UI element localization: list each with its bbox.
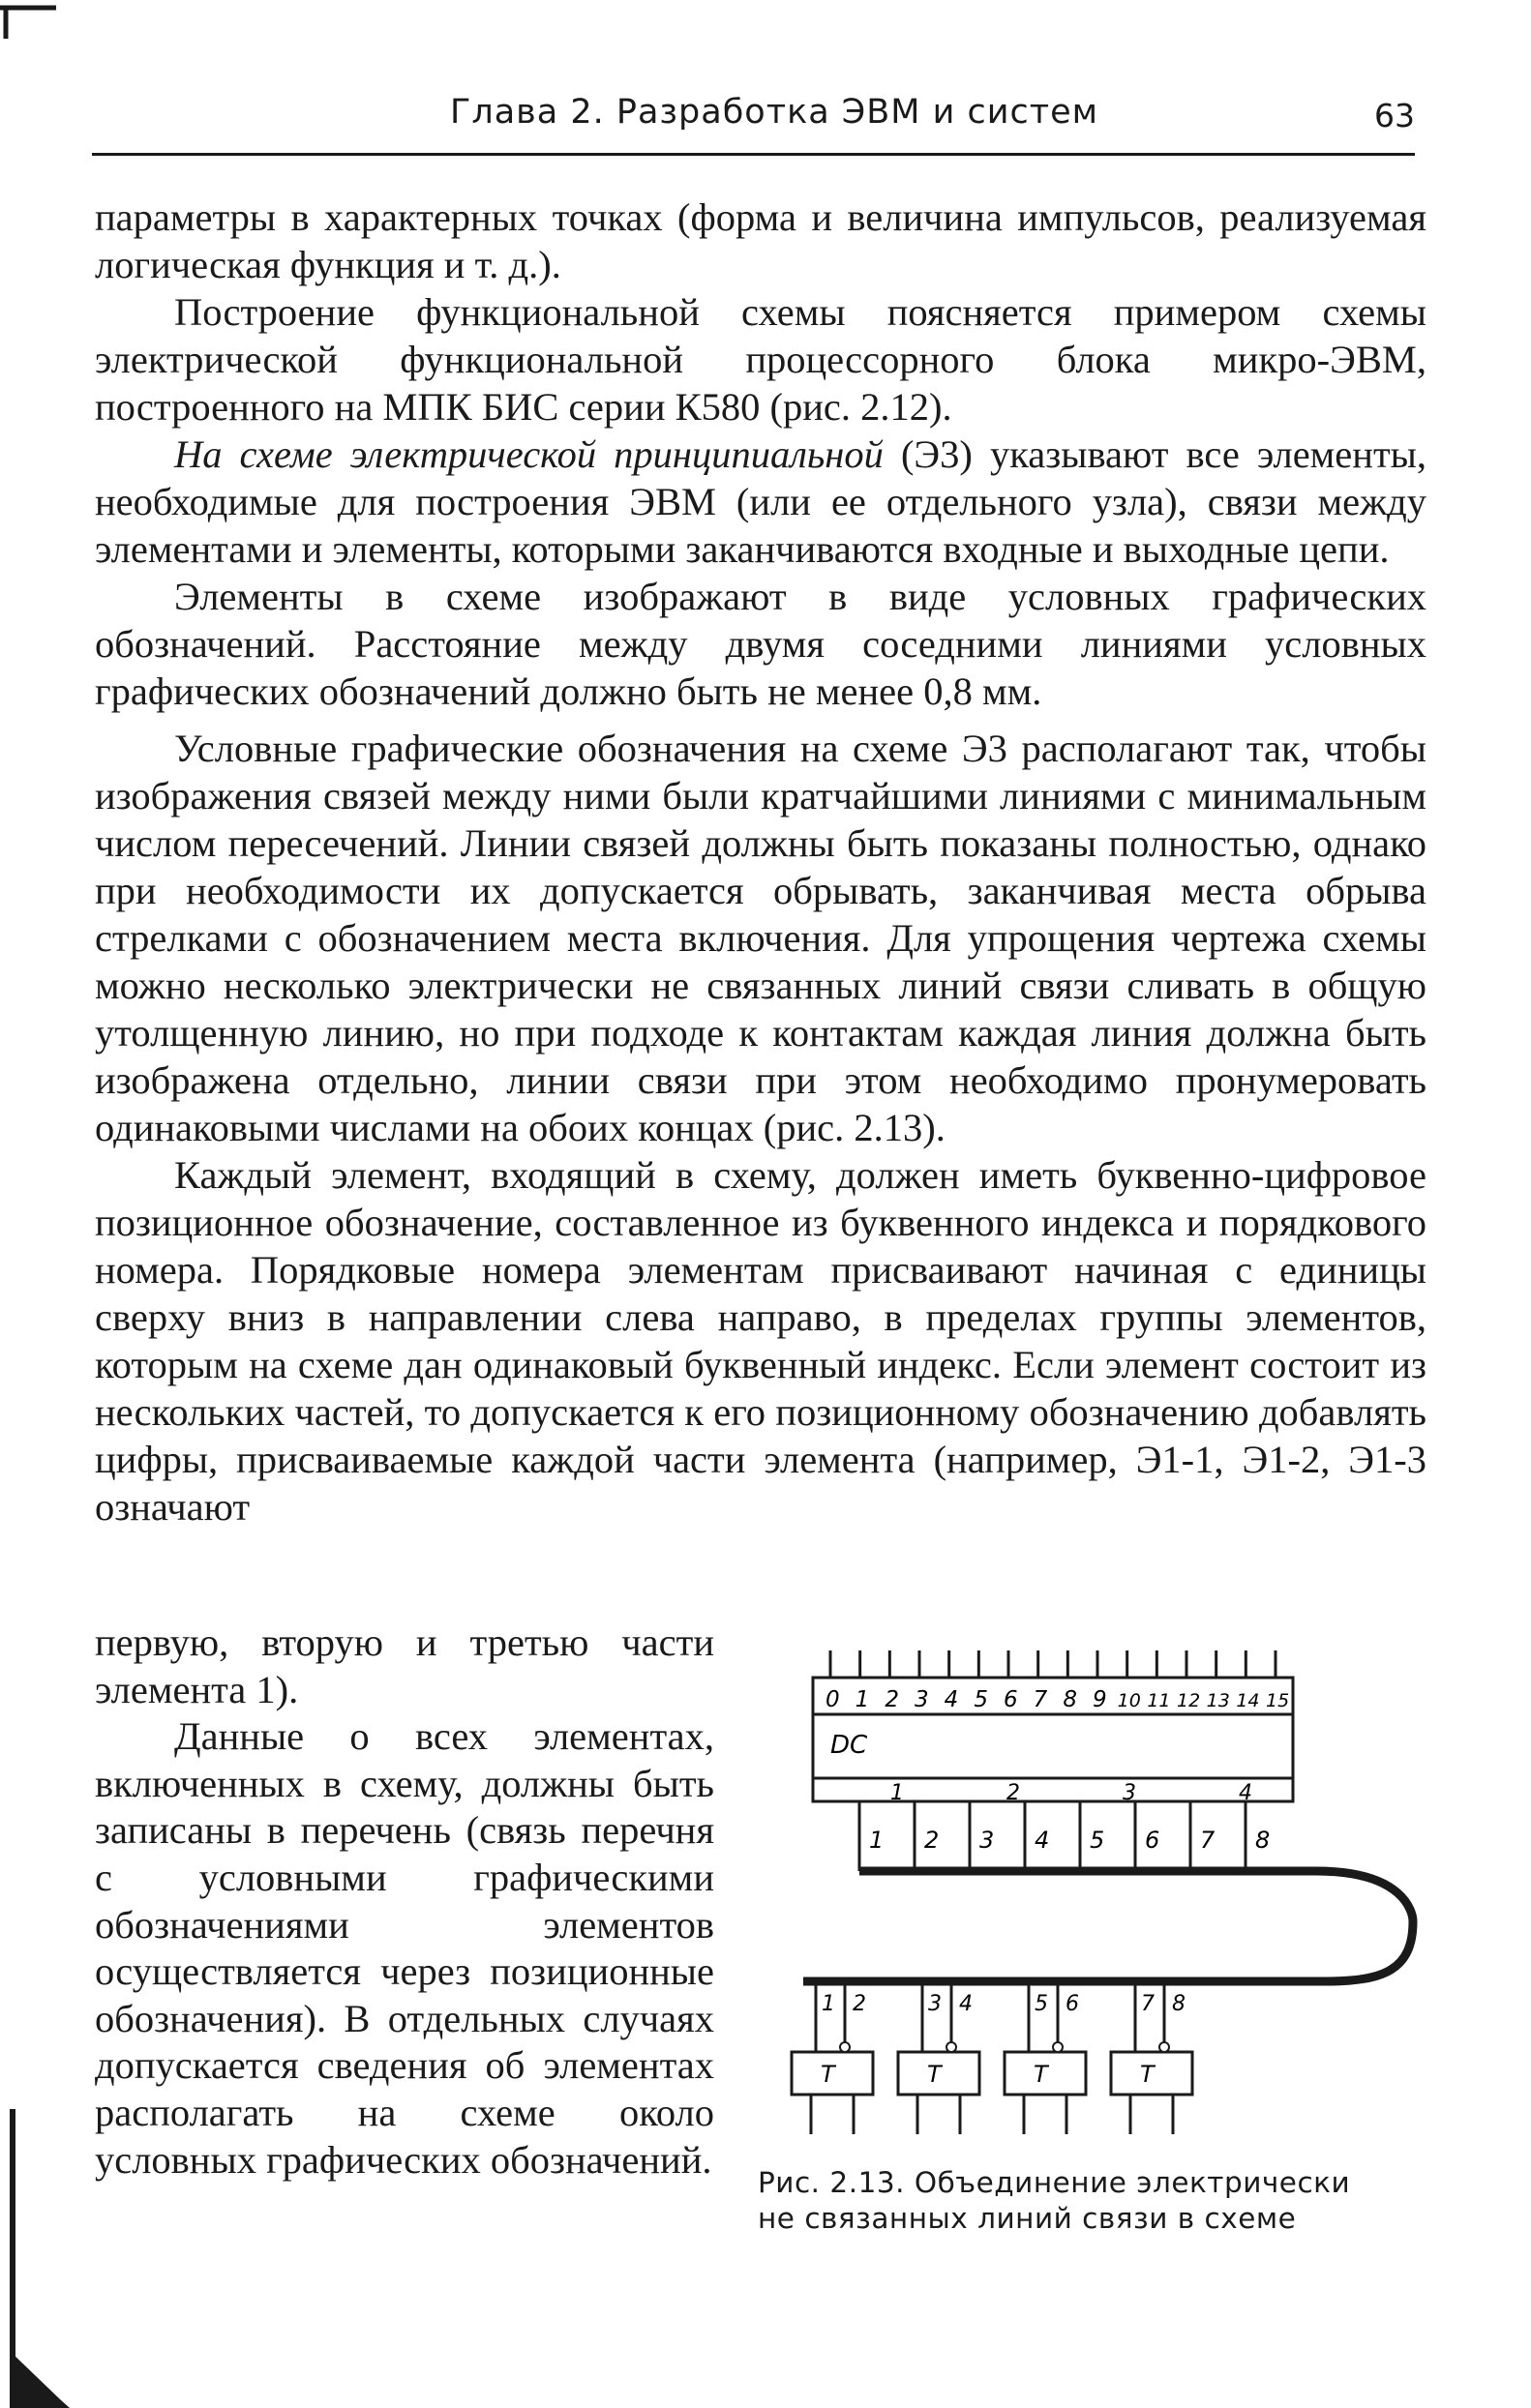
triggers <box>792 2042 1192 2134</box>
decoder-input-label: 13 <box>1206 1690 1230 1711</box>
bus-tap-number: 3 <box>979 1827 995 1854</box>
decoder-input-label: 5 <box>974 1687 988 1712</box>
running-head: Глава 2. Разработка ЭВМ и систем <box>450 93 1099 132</box>
bus-tap-number: 6 <box>1145 1827 1160 1854</box>
decoder-input-label: 12 <box>1177 1690 1201 1711</box>
decoder-output-label: 1 <box>890 1781 904 1805</box>
decoder-input-label: 11 <box>1147 1690 1171 1711</box>
bus-tap-number: 4 <box>1035 1827 1050 1854</box>
page-header <box>92 89 1415 147</box>
decoder-input-label: 15 <box>1266 1690 1290 1711</box>
decoder-input-label: 14 <box>1236 1690 1260 1711</box>
bus-tap-number: 6 <box>1066 1992 1079 2016</box>
paragraph: Построение функциональной схемы поясняется примером схемы электрической функциональной процессорного блока микро-ЭВМ, построенного на МПК БИС серии К580 (рис. 2.12). <box>95 290 1426 429</box>
bus-tap-number: 2 <box>924 1827 940 1854</box>
decoder-label: DC <box>830 1731 868 1760</box>
bus-tap-number: 7 <box>1141 1992 1155 2016</box>
bus-tap-number: 5 <box>1035 1992 1048 2016</box>
decoder-output-label: 2 <box>1006 1781 1020 1805</box>
decoder-inputs <box>826 1650 1289 1712</box>
decoder-input-label: 3 <box>915 1687 929 1712</box>
page-number: 63 <box>1374 97 1415 134</box>
paragraph-continuation: первую, вторую и третью части элемента 1). <box>95 1620 714 1711</box>
figure-2-13 <box>745 1631 1442 2154</box>
scan-corner-mark <box>0 0 58 39</box>
trigger-label: T <box>1140 2061 1155 2088</box>
trigger-label: T <box>927 2061 942 2088</box>
trigger-label: T <box>821 2061 835 2088</box>
decoder-input-label: 1 <box>855 1687 870 1712</box>
paragraph: Элементы в схеме изображают в виде условных графических обозначений. Расстояние между двумя соседними линиями условных графических обозначений должно быть не менее 0,8 мм. <box>95 575 1426 713</box>
bus-tap-number: 8 <box>1255 1827 1271 1854</box>
bus-tap-number: 1 <box>869 1827 885 1854</box>
paragraph <box>95 431 1426 573</box>
decoder-input-label: 2 <box>885 1687 899 1712</box>
bus-tap-number: 2 <box>853 1992 866 2016</box>
paragraph: Данные о всех элементах, включенных в схему, должны быть записаны в перечень (связь перечня с условными графическими обозначениями элементов осуществляется через позиционные обозначения). В отдельных случаях допускается сведения об элементах располагать на схеме около условных графических обозначений. <box>95 1714 714 2182</box>
decoder-output-label: 4 <box>1239 1781 1252 1805</box>
paragraph: Условные графические обозначения на схеме Э3 располагают так, чтобы изображения связей между ними были кратчайшими линиями с минимальным числом пересечений. Линии связей должны быть показаны полностью, однако при необходимости их допускается обрывать, заканчивая места обрыва стрелками с обозначением места включения. Для упрощения чертежа схемы можно несколько электрически не связанных линий связи сливать в общую утолщенную линию, но при подходе к контактам каждая линия должна быть изображена отдельно, линии связи при этом необходимо пронумеровать одинаковыми числами на обоих концах (рис. 2.13). <box>95 727 1426 1149</box>
bus-tap-number: 8 <box>1172 1992 1186 2016</box>
caption-line: не связанных линий связи в схеме <box>758 2202 1297 2235</box>
bus-tap-number: 7 <box>1200 1827 1216 1854</box>
paragraph: параметры в характерных точках (форма и величина импульсов, реализуемая логическая функция и т. д.). <box>95 195 1426 286</box>
decoder-input-label: 10 <box>1117 1690 1141 1711</box>
decoder-input-label: 4 <box>944 1687 959 1712</box>
inversion-circle <box>1053 2042 1063 2052</box>
left-column-text <box>95 1620 714 2184</box>
bus-bottom-taps <box>816 1981 1186 2052</box>
emphasis-term: На схеме электрической принципиальной <box>174 432 884 476</box>
paragraph: Каждый элемент, входящий в схему, должен иметь буквенно-цифровое позиционное обозначение, составленное из буквенного индекса и порядкового номера. Порядковые номера элементам присваивают начиная с единицы сверху вниз в направлении слева направо, в пределах группы элементов, которым на схеме дан одинаковый буквенный индекс. Если элемент состоит из нескольких частей, то допускается к его позиционному обозначению добавлять цифры, присваиваемые каждой части элемента (например, Э1-1, Э1-2, Э1-3 означают <box>95 1153 1426 1529</box>
bus-top-taps <box>859 1801 1270 1871</box>
inversion-circle <box>1159 2042 1169 2052</box>
bus-diagram <box>745 1631 1442 2154</box>
trigger-label: T <box>1034 2061 1048 2088</box>
decoder-input-label: 6 <box>1004 1687 1018 1712</box>
decoder-input-label: 7 <box>1033 1687 1048 1712</box>
paragraph-rest: (Э3) указывают все элементы, необходимые для построения ЭВМ (или ее отдельного узла), связи между элементами и элементы, которыми заканчиваются входные и выходные цепи. <box>95 432 1426 571</box>
decoder-output-label: 3 <box>1123 1781 1136 1805</box>
caption-line: Рис. 2.13. Объединение электрически <box>758 2166 1351 2199</box>
decoder-input-label: 0 <box>826 1687 840 1712</box>
inversion-circle <box>840 2042 850 2052</box>
body-text <box>95 193 1426 1531</box>
bus-tap-number: 5 <box>1090 1827 1105 1854</box>
header-rule <box>92 153 1415 156</box>
merged-bus-line <box>803 1871 1413 1981</box>
decoder-input-label: 8 <box>1063 1687 1077 1712</box>
inversion-circle <box>946 2042 956 2052</box>
decoder-input-label: 9 <box>1093 1687 1107 1712</box>
bus-tap-number: 3 <box>928 1992 942 2016</box>
bus-tap-number: 4 <box>959 1992 973 2016</box>
scan-edge-shadow <box>2 2109 70 2408</box>
bus-tap-number: 1 <box>822 1992 835 2016</box>
figure-caption <box>758 2165 1435 2237</box>
